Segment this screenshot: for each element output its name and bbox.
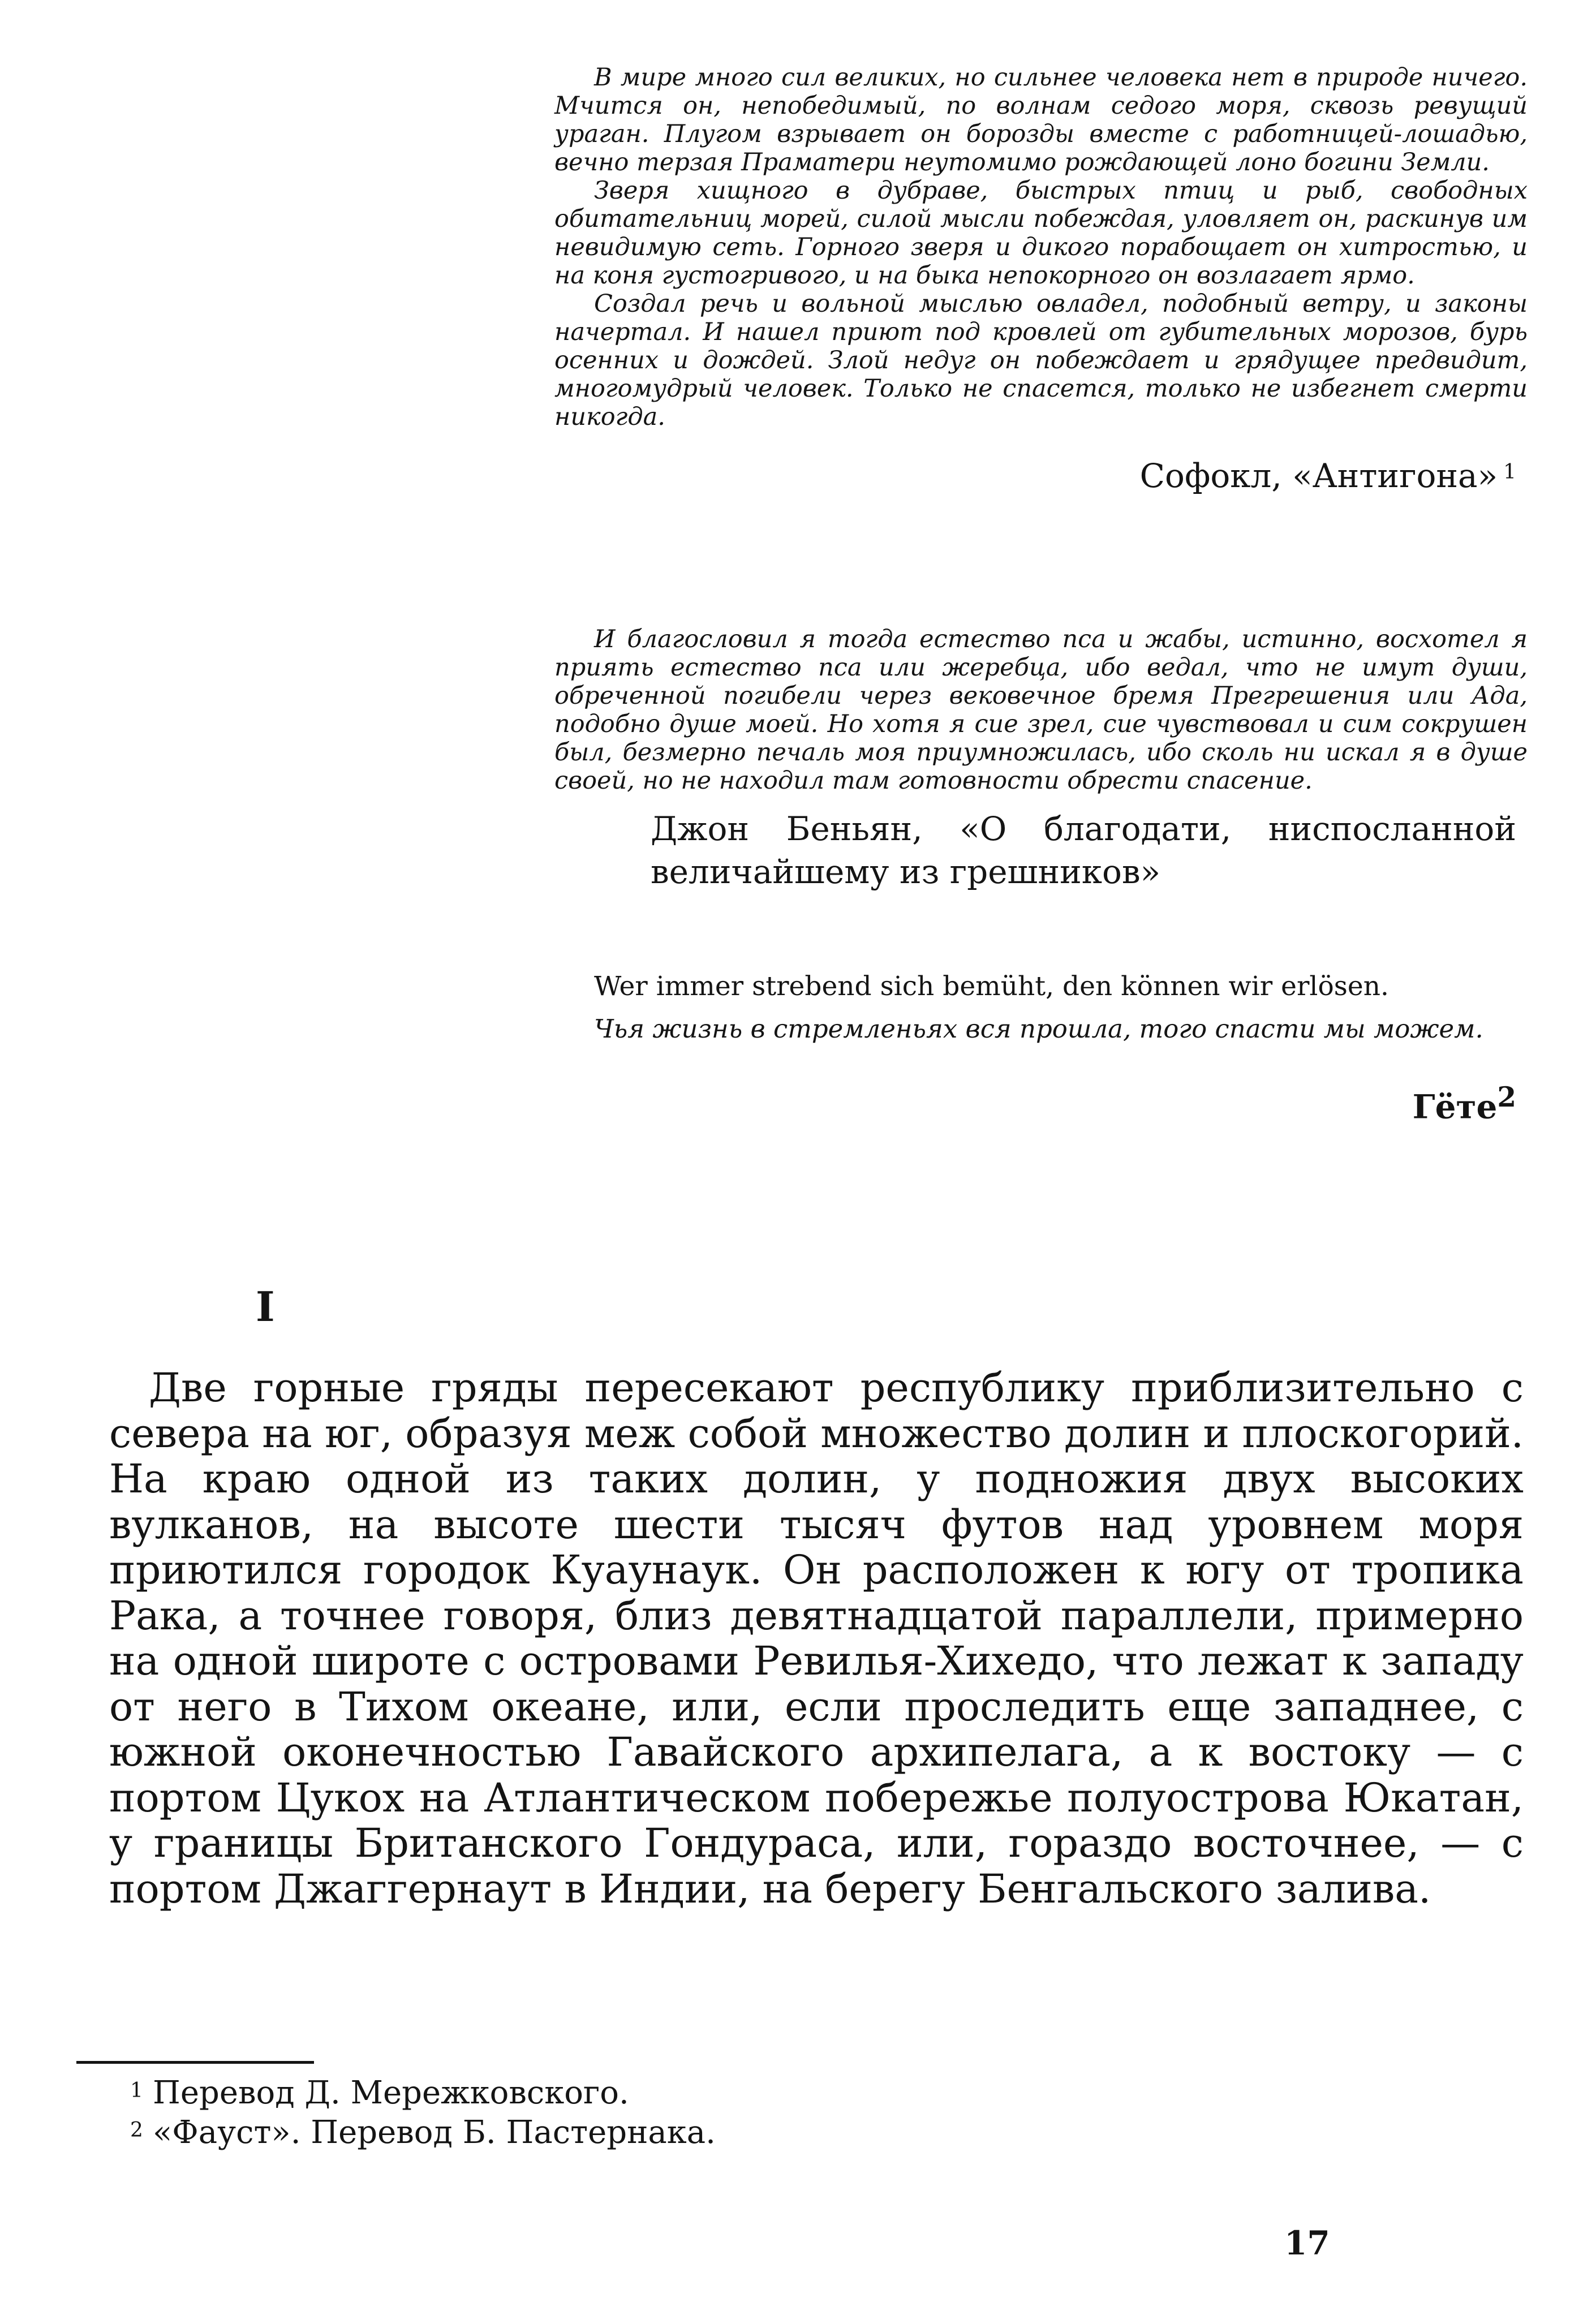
footnotes — [130, 2073, 1397, 2153]
epigraph-sophocles-text — [554, 63, 1528, 431]
epigraph-bunyan-attribution: Джон Беньян, «О благодати, ниспосланной величайшему из грешников» — [651, 810, 1516, 891]
footnote-ref: 2 — [1497, 1082, 1516, 1113]
epigraph-paragraph: Зверя хищного в дубраве, быстрых птиц и рыб, свободных обитательниц морей, силой мысли побеждая, уловляет он, раскинув им невидимую сеть. Горного зверя и дикого порабощает он хитростью, и на коня густогривого, и на быка непокорного он возлагает ярмо. — [554, 177, 1528, 290]
footnote-mark: 1 — [130, 2079, 143, 2102]
footnote-mark: 2 — [130, 2119, 143, 2142]
footnote-2 — [130, 2113, 1397, 2153]
epigraph-bunyan — [554, 625, 1528, 893]
epigraph-sophocles — [554, 63, 1528, 496]
footnote-text: «Фауст». Перевод Б. Пастернака. — [153, 2114, 716, 2151]
epigraph-goethe-russian: Чья жизнь в стремленьях вся прошла, того спасти мы можем. — [594, 1014, 1483, 1044]
main-paragraph: Две горные гряды пересекают республику приблизительно с севера на юг, образуя меж собой множество долин и плоскогорий. На краю одной из таких долин, у подножия двух высоких вулканов, на высоте шести тысяч футов над уровнем моря приютился городок Куаунаук. Он расположен к югу от тропика Рака, а точнее говоря, близ девятнадцатой параллели, примерно на одной широте с островами Ревилья-Хихедо, что лежат к западу от него в Тихом океане, или, если проследить еще западнее, с южной оконечностью Гавайского архипелага, а к востоку — с портом Цукох на Атлантическом побережье полуострова Юкатан, у границы Британского Гондураса, или, гораздо восточнее, — с портом Джаггернаут в Индии, на берегу Бенгальского залива. — [109, 1365, 1524, 1912]
main-text — [109, 1365, 1524, 1912]
footnote-1 — [130, 2073, 1397, 2113]
epigraph-goethe-german: Wer immer strebend sich bemüht, den können wir erlösen. — [594, 971, 1389, 1002]
section-number: I — [256, 1283, 275, 1331]
epigraph-goethe — [554, 970, 1528, 1126]
attribution-text: Софокл, «Антигона» — [1139, 457, 1498, 495]
epigraph-paragraph: Создал речь и вольной мыслью овладел, подобный ветру, и законы начертал. И нашел приют под кровлей от губительных морозов, бурь осенних и дождей. Злой недуг он побеждает и грядущее предвидит, многомудрый человек. Только не спасется, только не избегнет смерти никогда. — [554, 290, 1528, 431]
epigraph-paragraph: И благословил я тогда естество пса и жабы, истинно, восхотел я приять естество пса или жеребца, ибо ведал, что не имут души, обреченной погибели через вековечное бремя Прегрешения или Ада, подобно душе моей. Но хотя я сие зрел, сие чувствовал и сим сокрушен был, безмерно печаль моя приумножилась, ибо сколь ни искал я в душе своей, но не находил там готовности обрести спасение. — [554, 625, 1528, 795]
epigraph-goethe-attribution — [554, 1078, 1528, 1126]
footnote-divider — [76, 2061, 314, 2064]
footnote-ref: 1 — [1503, 461, 1516, 484]
page-number: 17 — [1284, 2224, 1330, 2262]
epigraph-bunyan-text — [554, 625, 1528, 795]
epigraph-paragraph: В мире много сил великих, но сильнее человека нет в природе ничего. Мчится он, непобедимый, по волнам седого моря, сквозь ревущий ураган. Плугом взрывает он борозды вместе с работницей-лошадью, вечно терзая Праматери неутомимо рождающей лоно богини Земли. — [554, 63, 1528, 177]
epigraph-sophocles-attribution — [554, 456, 1528, 496]
attribution-text: Гёте — [1412, 1087, 1498, 1126]
footnote-text: Перевод Д. Мережковского. — [153, 2075, 629, 2111]
